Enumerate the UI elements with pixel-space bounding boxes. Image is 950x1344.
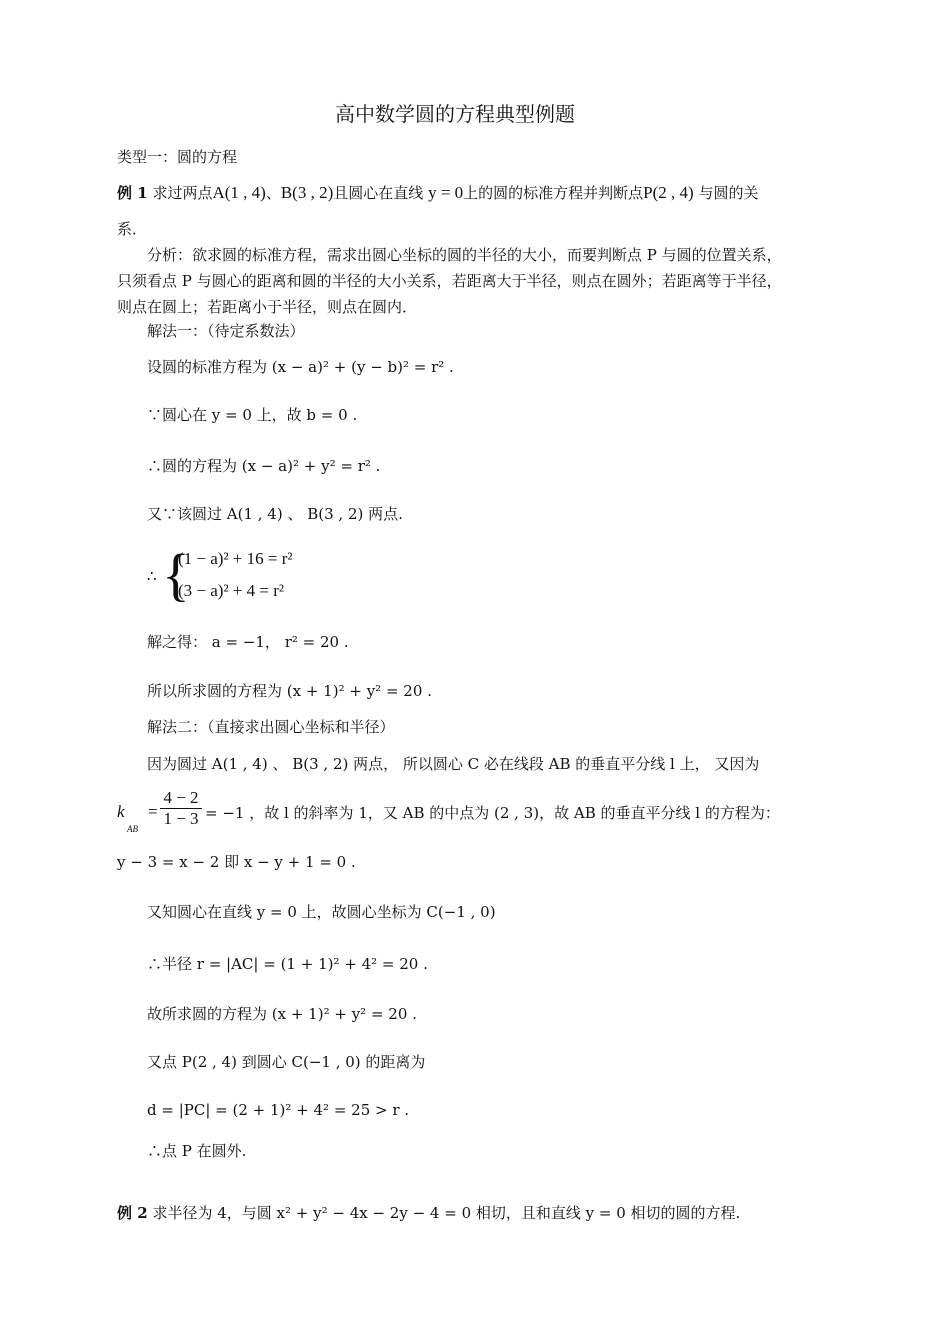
line-equation: y = 0: [428, 183, 464, 202]
example-1-statement-end: 系．: [117, 220, 148, 238]
example-1-label: 例 1: [117, 184, 148, 202]
analysis-line-2: 只须看点 P 与圆心的距离和圆的半径的大小关系，若距离大于半径，则点在圆外；若距离等于半径，: [117, 272, 782, 290]
example-1-text-d: 与圆的关: [698, 184, 759, 202]
section-heading-type1: 类型一：圆的方程: [117, 148, 238, 166]
method-2-step-1: 因为圆过 A(1 , 4) 、 B(3 , 2) 两点， 所以圆心 C 必在线段 AB 的垂直平分线 l 上， 又因为: [147, 755, 760, 773]
example-1-statement: [117, 182, 759, 203]
method-2-step-5: ∴半径 r = |AC| = (1 + 1)² + 4² = 20 .: [147, 955, 428, 973]
fraction-numerator: 4 − 2: [163, 788, 199, 807]
system-equation-1: (1 − a)² + 16 = r²: [178, 549, 293, 568]
slope-equals: =: [148, 802, 158, 821]
example-2-text: 求半径为 4，与圆 x² + y² − 4x − 2y − 4 = 0 相切，且和直线 y = 0 相切的圆的方程.: [152, 1204, 741, 1222]
slope-k: k: [117, 802, 125, 821]
system-equation-2: (3 − a)² + 4 = r²: [178, 581, 284, 600]
method-1-step-4: 又∵该圆过 A(1 , 4) 、 B(3 , 2) 两点.: [147, 505, 403, 523]
point-b: B(3 , 2): [280, 183, 334, 202]
point-p: P(2 , 4): [643, 183, 694, 202]
example-2-statement: [117, 1202, 740, 1223]
method-1-solution: 解之得： a = −1， r² = 20 .: [147, 633, 349, 651]
therefore-symbol: ∴: [147, 567, 157, 585]
method-1-step-2: ∵圆心在 y = 0 上，故 b = 0 .: [147, 406, 358, 424]
example-1-text-a: 求过两点: [152, 184, 213, 202]
equation-system-brace: {: [162, 542, 190, 607]
example-1-text-b: 且圆心在直线: [333, 184, 424, 202]
method-2-step-7: 又点 P(2 , 4) 到圆心 C(−1 , 0) 的距离为: [147, 1053, 426, 1071]
method-2-step-8: d = |PC| = (2 + 1)² + 4² = 25 > r .: [147, 1101, 410, 1119]
method-1-step-3: ∴圆的方程为 (x − a)² + y² = r² .: [147, 457, 381, 475]
fraction-denominator: 1 − 3: [160, 808, 202, 829]
slope-fraction: [160, 788, 202, 829]
method-1-result: 所以所求圆的方程为 (x + 1)² + y² = 20 .: [147, 682, 432, 700]
analysis-line-1: 分析：欲求圆的标准方程，需求出圆心坐标的圆的半径的大小，而要判断点 P 与圆的位置关系，: [147, 246, 782, 264]
method-2-step-6: 故所求圆的方程为 (x + 1)² + y² = 20 .: [147, 1005, 417, 1023]
method-2-step-3: y − 3 = x − 2 即 x − y + 1 = 0 .: [117, 853, 356, 871]
method-2-step-4: 又知圆心在直线 y = 0 上，故圆心坐标为 C(−1 , 0): [147, 903, 496, 921]
method-2-step-2: = −1 ，故 l 的斜率为 1，又 AB 的中点为 (2 , 3)，故 AB 的垂直平分线 l 的方程为：: [205, 804, 780, 822]
method-1-heading: 解法一：（待定系数法）: [147, 322, 305, 340]
analysis-line-3: 则点在圆上；若距离小于半径，则点在圆内．: [117, 298, 418, 316]
method-1-step-1: 设圆的标准方程为 (x − a)² + (y − b)² = r² .: [147, 358, 454, 376]
page-title: 高中数学圆的方程典型例题: [335, 102, 575, 126]
slope-subscript: AB: [127, 824, 138, 834]
method-2-step-9: ∴点 P 在圆外.: [147, 1142, 247, 1160]
method-2-heading: 解法二：（直接求出圆心坐标和半径）: [147, 718, 395, 736]
separator: 、: [265, 184, 281, 202]
point-a: A(1 , 4): [212, 183, 266, 202]
example-2-label: 例 2: [117, 1204, 148, 1222]
example-1-text-c: 上的圆的标准方程并判断点: [463, 184, 644, 202]
